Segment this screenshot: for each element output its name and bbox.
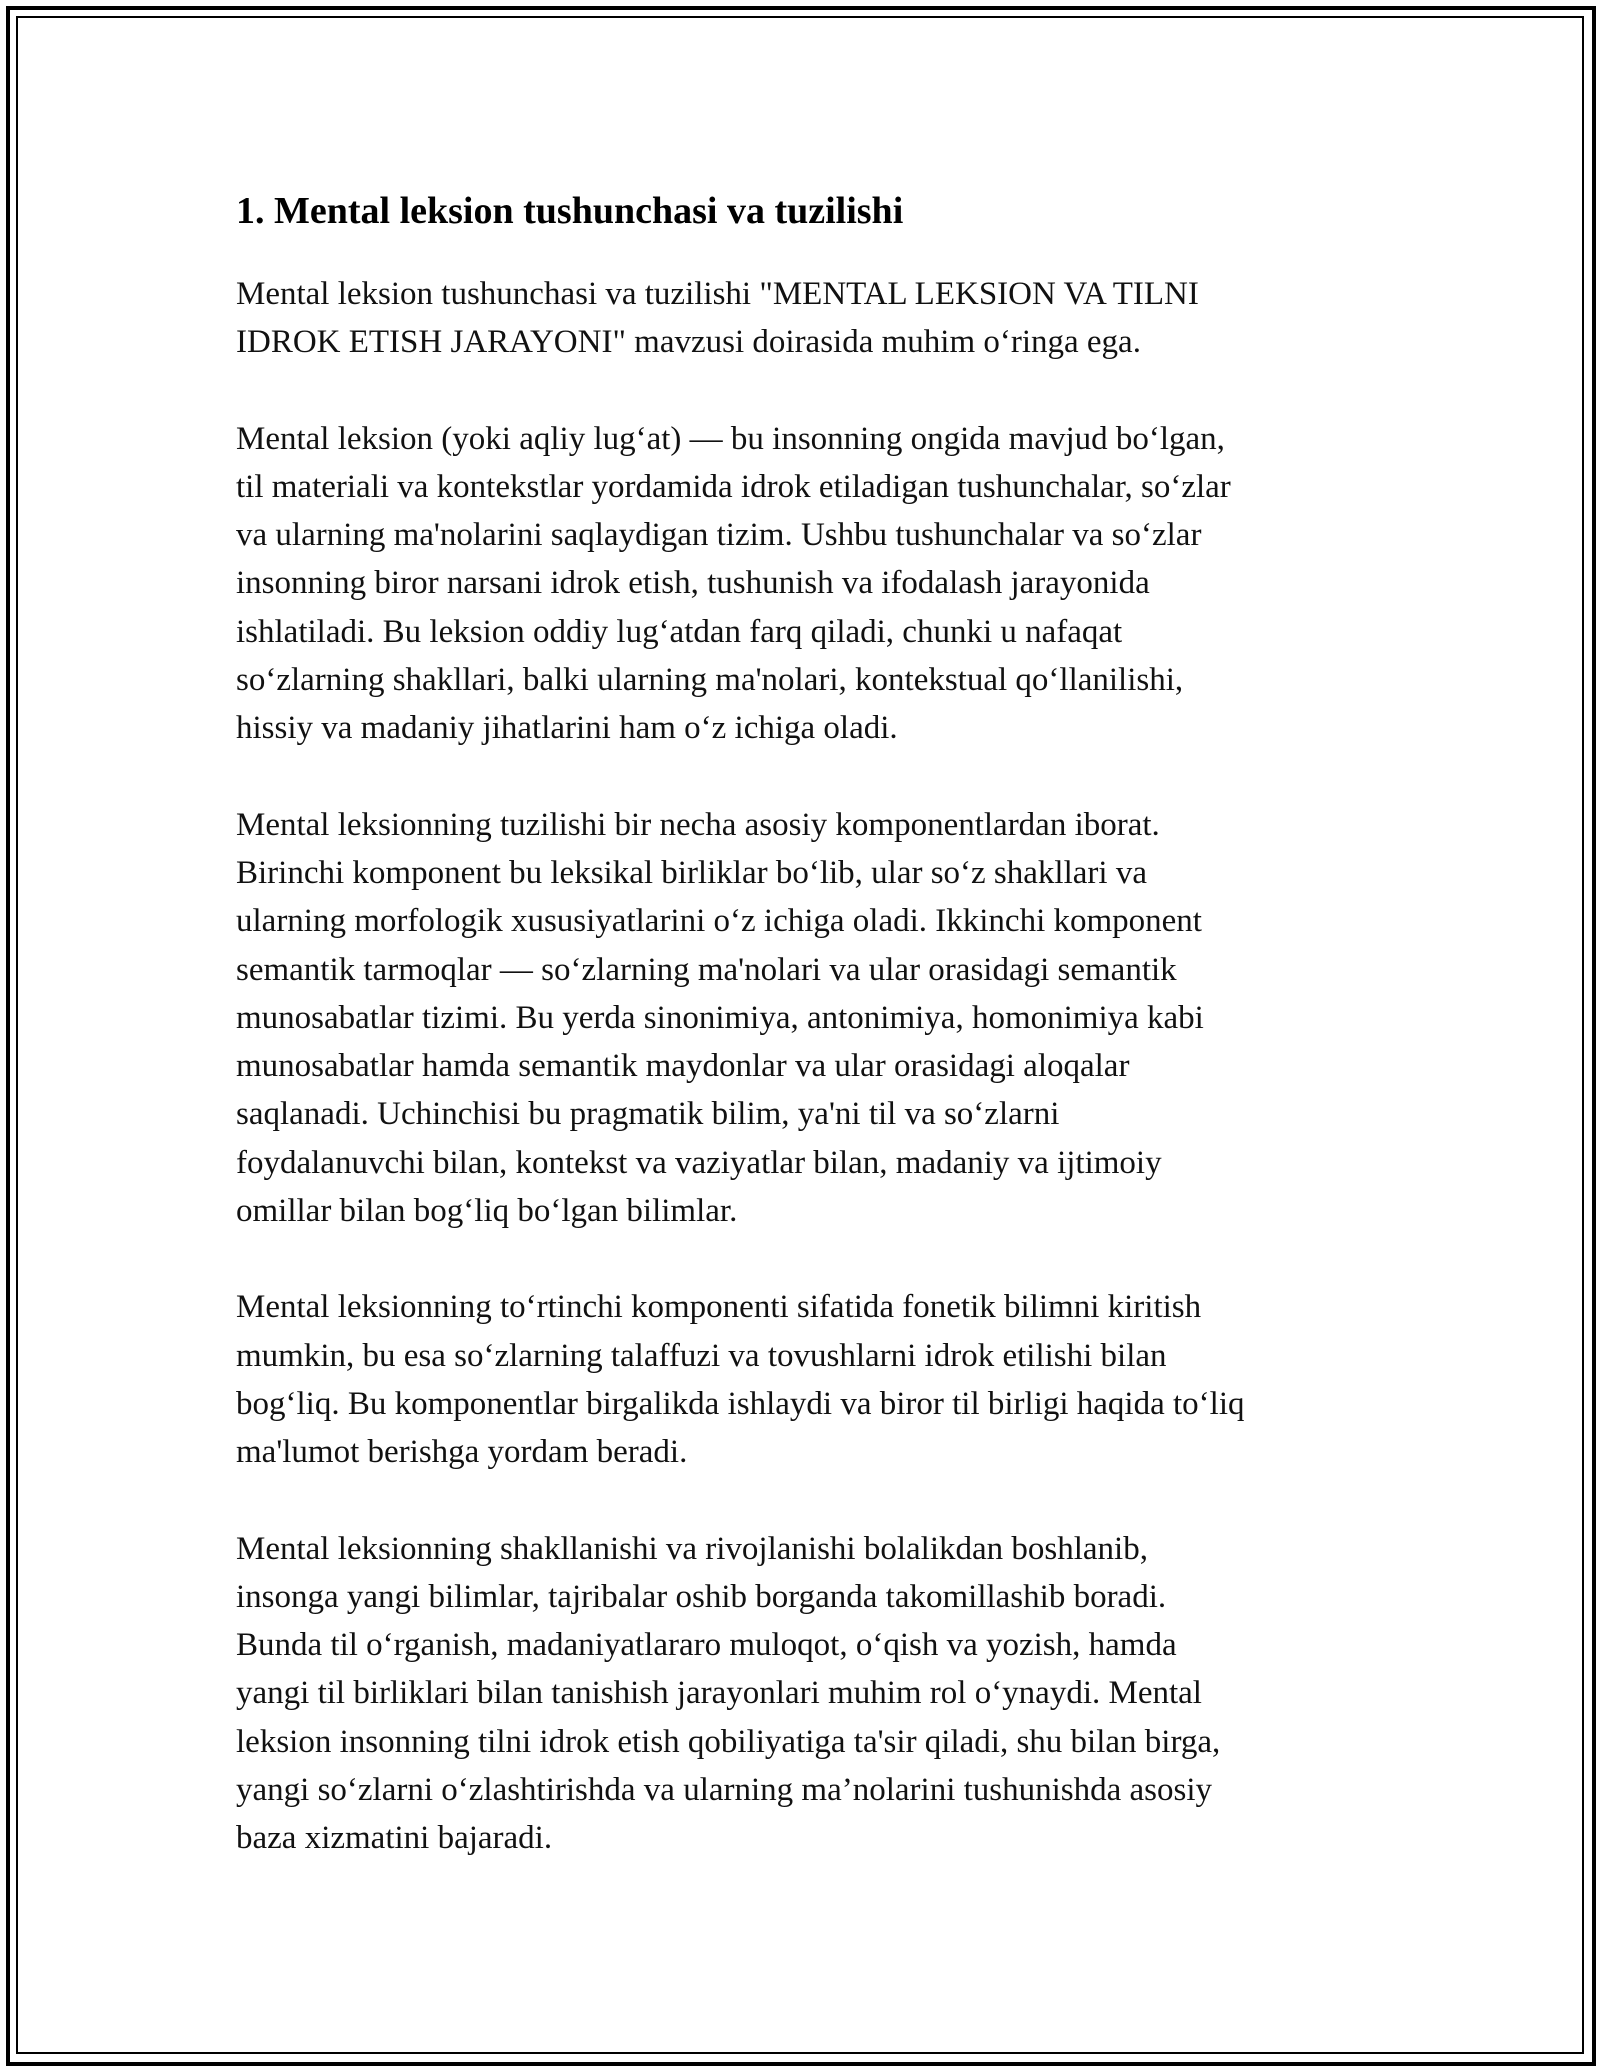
paragraph-line: Mental leksion tushunchasi va tuzilishi "MENTAL LEKSION VA TILNI xyxy=(236,276,1199,312)
paragraph-line: omillar bilan bogʻliq boʻlgan bilimlar. xyxy=(236,1193,738,1230)
paragraph-line: ishlatiladi. Bu leksion oddiy lugʻatdan farq qiladi, chunki u nafaqat xyxy=(236,613,1123,650)
paragraph-line: saqlanadi. Uchinchisi bu pragmatik bilim, ya'ni til va soʻzlarni xyxy=(236,1096,1060,1133)
paragraph-line: yangi soʻzlarni oʻzlashtirishda va ularning ma’nolarini tushunishda asosiy xyxy=(236,1772,1213,1809)
paragraph-line: Bunda til oʻrganish, madaniyatlararo muloqot, oʻqish va yozish, hamda xyxy=(236,1627,1177,1664)
paragraph-intro xyxy=(236,270,1366,367)
paragraph-line: insonning biror narsani idrok etish, tushunish va ifodalash jarayonida xyxy=(236,565,1150,602)
paragraph-definition xyxy=(236,415,1366,753)
paragraph-line: soʻzlarning shakllari, balki ularning ma'nolari, kontekstual qoʻllanilishi, xyxy=(236,662,1184,699)
paragraph-line: Birinchi komponent bu leksikal birliklar boʻlib, ular soʻz shakllari va xyxy=(236,854,1147,891)
paragraph-line: foydalanuvchi bilan, kontekst va vaziyatlar bilan, madaniy va ijtimoiy xyxy=(236,1144,1162,1181)
paragraph-development xyxy=(236,1525,1366,1863)
paragraph-line: munosabatlar tizimi. Bu yerda sinonimiya, antonimiya, homonimiya kabi xyxy=(236,999,1204,1036)
paragraph-line: Mental leksion (yoki aqliy lugʻat) — bu insonning ongida mavjud boʻlgan, xyxy=(236,420,1225,457)
paragraph-line: ularning morfologik xususiyatlarini oʻz ichiga oladi. Ikkinchi komponent xyxy=(236,903,1202,940)
paragraph-line: mumkin, bu esa soʻzlarning talaffuzi va tovushlarni idrok etilishi bilan xyxy=(236,1337,1167,1374)
document-body xyxy=(236,186,1366,1911)
paragraph-line: IDROK ETISH JARAYONI" mavzusi doirasida muhim oʻringa ega. xyxy=(236,324,1141,361)
paragraph-line: Mental leksionning shakllanishi va rivojlanishi bolalikdan boshlanib, xyxy=(236,1530,1148,1567)
paragraph-line: til materiali va kontekstlar yordamida idrok etiladigan tushunchalar, soʻzlar xyxy=(236,468,1231,505)
paragraph-line: semantik tarmoqlar — soʻzlarning ma'nolari va ular orasidagi semantik xyxy=(236,951,1177,988)
paragraph-line: yangi til birliklari bilan tanishish jarayonlari muhim rol oʻynaydi. Mental xyxy=(236,1675,1202,1712)
paragraph-phonetic xyxy=(236,1283,1366,1476)
paragraph-line: bogʻliq. Bu komponentlar birgalikda ishlaydi va biror til birligi haqida toʻliq xyxy=(236,1385,1245,1422)
paragraph-structure xyxy=(236,801,1366,1236)
paragraph-line: munosabatlar hamda semantik maydonlar va ular orasidagi aloqalar xyxy=(236,1048,1130,1085)
paragraph-line: insonga yangi bilimlar, tajribalar oshib borganda takomillashib boradi. xyxy=(236,1578,1167,1615)
paragraph-line: Mental leksionning tuzilishi bir necha asosiy komponentlardan iborat. xyxy=(236,806,1160,843)
paragraph-line: leksion insonning tilni idrok etish qobiliyatiga ta'sir qiladi, shu bilan birga, xyxy=(236,1723,1221,1760)
paragraph-line: hissiy va madaniy jihatlarini ham oʻz ichiga oladi. xyxy=(236,710,898,747)
paragraph-line: Mental leksionning toʻrtinchi komponenti sifatida fonetik bilimni kiritish xyxy=(236,1289,1202,1326)
paragraph-line: va ularning ma'nolarini saqlaydigan tizim. Ushbu tushunchalar va soʻzlar xyxy=(236,517,1202,554)
paragraph-line: baza xizmatini bajaradi. xyxy=(236,1820,553,1857)
paragraph-line: ma'lumot berishga yordam beradi. xyxy=(236,1434,688,1471)
section-heading: 1. Mental leksion tushunchasi va tuzilishi xyxy=(236,190,904,232)
